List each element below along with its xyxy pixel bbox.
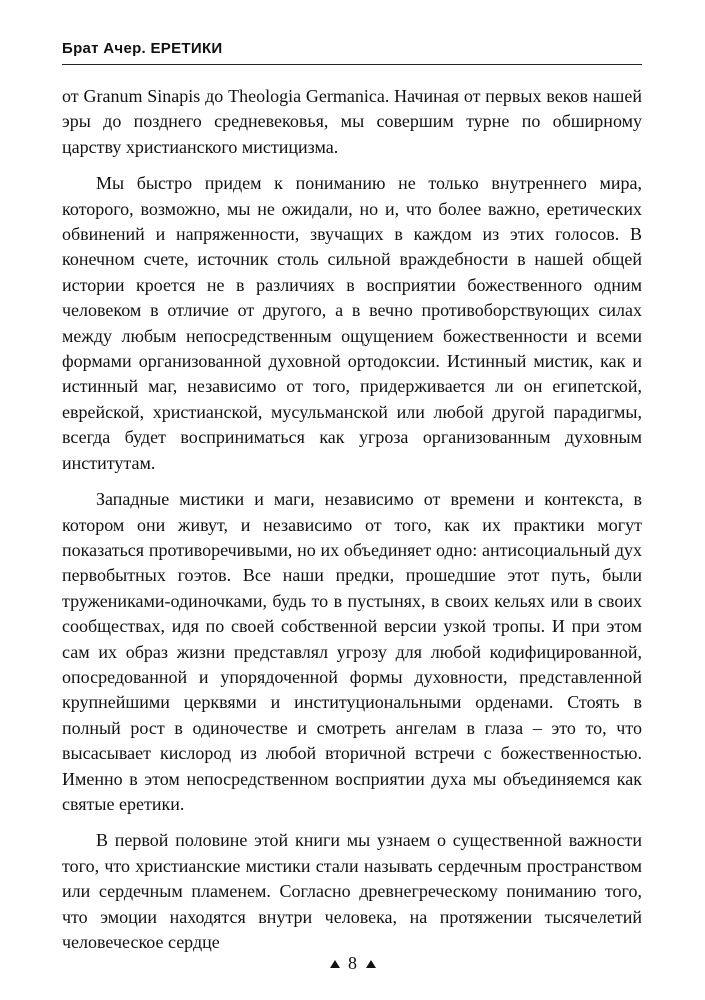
paragraph: Мы быстро придем к пониманию не только внутреннего мира, которого, возможно, мы не ожидали, но и, что более важно, еретических обвинений и напряженности, звучащих в каждом из этих голосов. В конечном счете, источник столь сильной враждебности в нашей общей истории кроется не в различиях в восприятии божественного одним человеком в отличие от другого, а в вечно противоборствующих силах между любым непосредственным ощущением божественности и всеми формами организованной духовной ортодоксии. Истинный мистик, как и истинный маг, независимо от того, придерживается ли он египетской, еврейской, христианской, мусульманской или любой другой парадигмы, всегда будет восприниматься как угроза организованным духовным институтам. [62, 173, 642, 473]
page-number: 8 [348, 953, 357, 974]
page-body [62, 84, 642, 966]
paragraph: Западные мистики и маги, независимо от времени и контекста, в котором они живут, и независимо от того, как их практики могут показаться противоречивыми, но их объединяет одно: антисоциальный дух первобытных гоэтов. Все наши предки, прошедшие этот путь, были тружениками-одиночками, будь то в пустынях, в своих кельях или в своих сообществах, идя по своей собственной версии узкой тропы. И при этом сам их образ жизни представлял угрозу для любой кодифицированной, опосредованной и упорядоченной формы духовности, представленной крупнейшими церквями и институциональными орденами. Стоять в полный рост в одиночестве и смотреть ангелам в глаза – это то, что высасывает кислород из любой вторичной встречи с божественностью. Именно в этом непосредственном восприятии духа мы объединяемся как святые еретики. [62, 489, 642, 814]
header-divider [62, 64, 642, 65]
left-ornament-icon [329, 959, 341, 969]
right-ornament-icon [365, 959, 377, 969]
running-header: Брат Ачер. ЕРЕТИКИ [62, 40, 223, 57]
paragraph: В первой половине этой книги мы узнаем о существенной важности того, что христианские мистики стали называть сердечным пространством или сердечным пламенем. Согласно древнегреческому пониманию того, что эмоции находятся внутри человека, на протяжении тысячелетий человеческое сердце [62, 830, 642, 952]
paragraph-continued: от Granum Sinapis до Theologia Germanica. Начиная от первых веков нашей эры до позднего средневековья, мы совершим турне по обширному царству христианского мистицизма. [62, 86, 642, 157]
page-footer [0, 952, 705, 974]
